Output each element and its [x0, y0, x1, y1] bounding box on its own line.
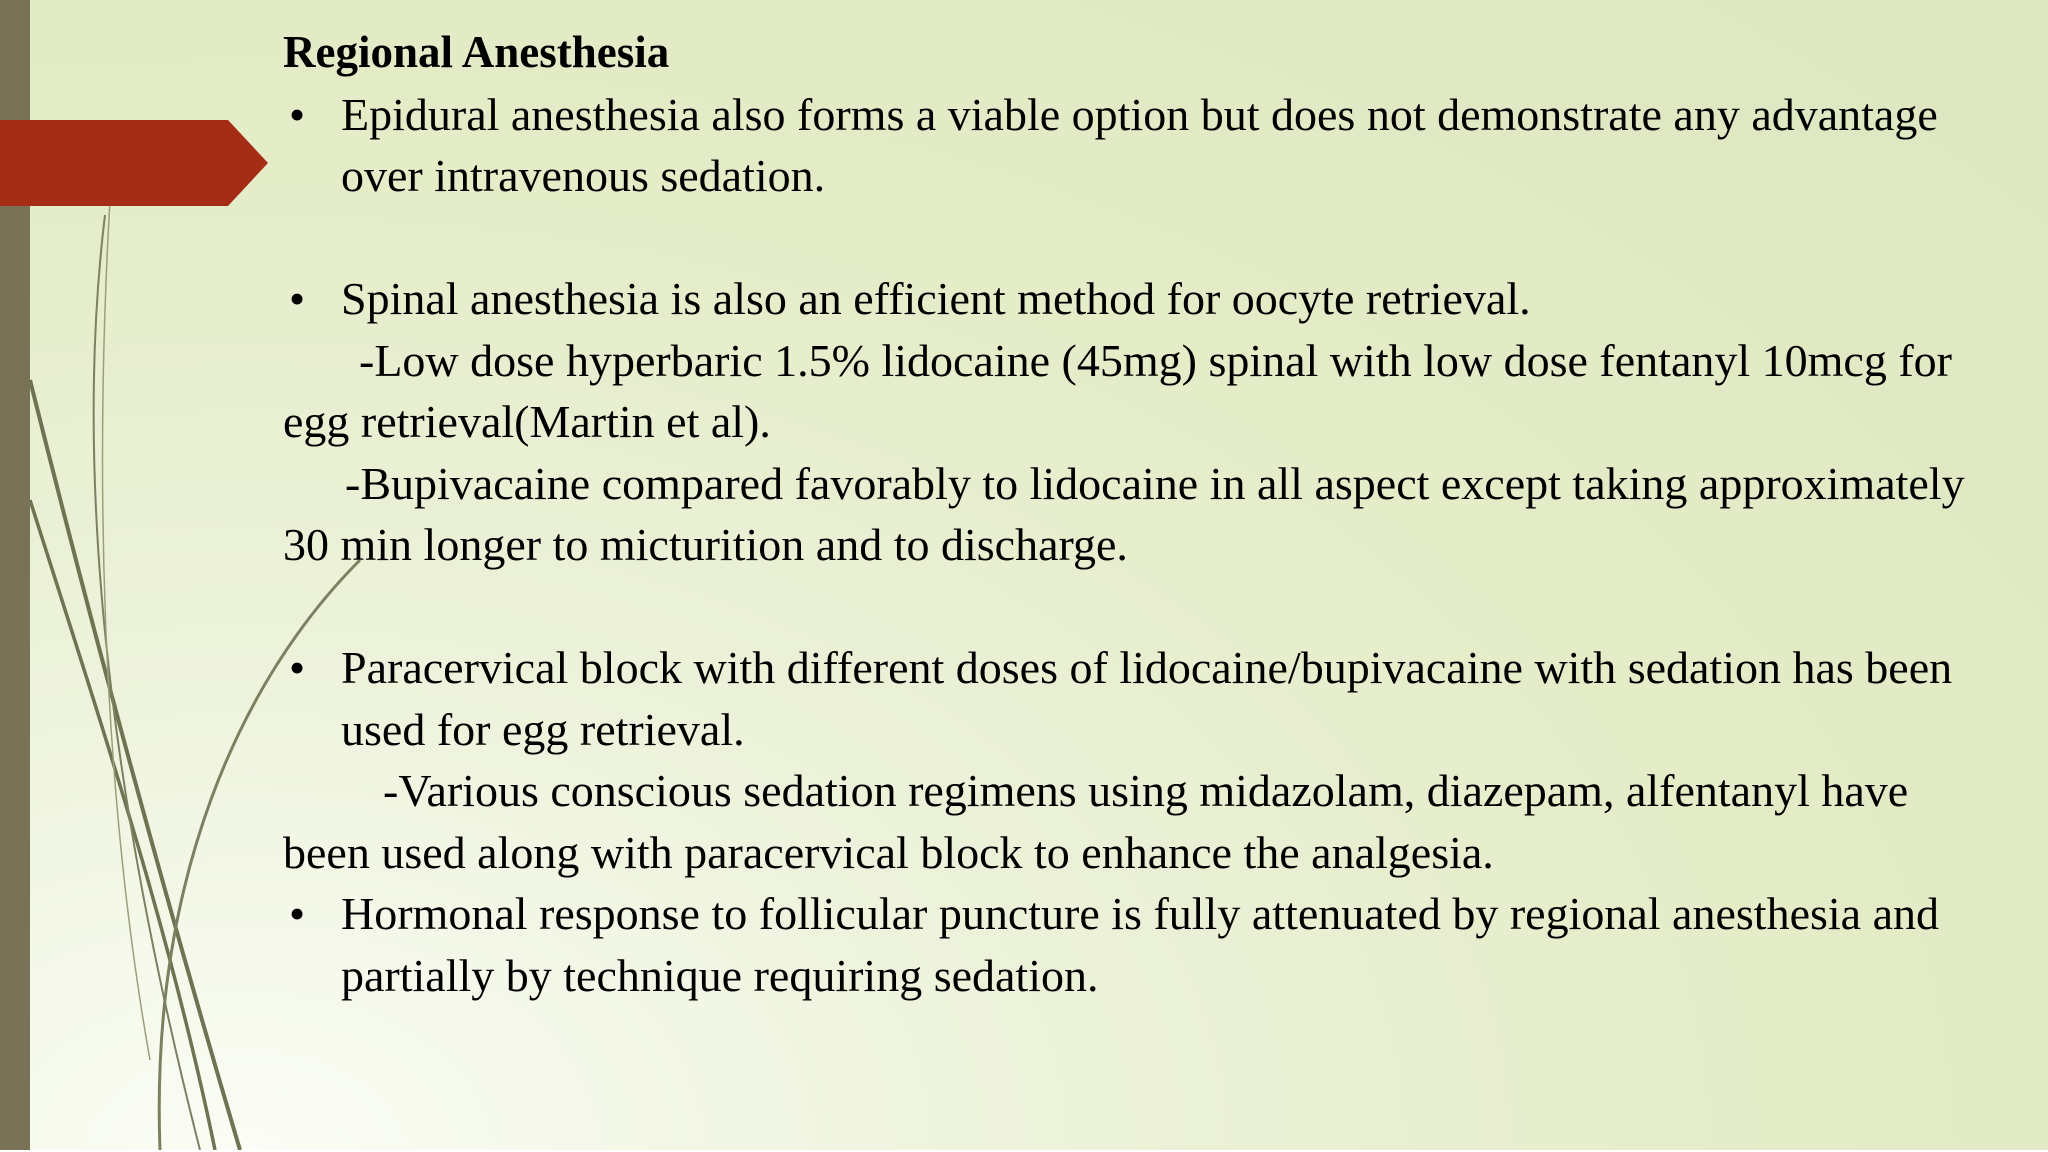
bullet-hormonal	[283, 883, 1983, 1006]
bullet-text: Paracervical block with different doses of lidocaine/bupivacaine with sedation has been used for egg retrieval.	[341, 642, 1953, 755]
bullet-dot: •	[289, 273, 306, 324]
slide-title: Regional Anesthesia	[283, 27, 670, 77]
bullet-paracervical	[283, 637, 1983, 760]
bullet-epidural	[283, 84, 1983, 207]
slide-content	[283, 22, 1983, 1006]
spacer	[283, 207, 1983, 269]
bullet-dot: •	[289, 888, 306, 939]
bullet-text: Hormonal response to follicular puncture is fully attenuated by regional anesthesia and partially by technique requiring sedation.	[341, 888, 1940, 1001]
sub-item-bupivacaine: -Bupivacaine compared favorably to lidocaine in all aspect except taking approximately 30 min longer to micturition and to discharge.	[283, 457, 1965, 570]
bullet-text: Epidural anesthesia also forms a viable option but does not demonstrate any advantage over intravenous sedation.	[341, 88, 1938, 201]
bullet-text: Spinal anesthesia is also an efficient method for oocyte retrieval.	[341, 273, 1531, 324]
red-arrow-accent	[0, 120, 270, 206]
curve-5	[103, 200, 150, 1060]
bullet-dot: •	[289, 642, 306, 693]
bullet-dot: •	[289, 88, 306, 140]
sub-item-lidocaine: -Low dose hyperbaric 1.5% lidocaine (45mg) spinal with low dose fentanyl 10mcg for egg retrieval(Martin et al).	[283, 334, 1952, 447]
spacer	[283, 576, 1983, 638]
sub-item-sedation-regimens: -Various conscious sedation regimens using midazolam, diazepam, alfentanyl have been used along with paracervical block to enhance the analgesia.	[283, 765, 1909, 878]
bullet-spinal	[283, 268, 1983, 330]
curve-1	[30, 380, 240, 1150]
curve-2	[30, 500, 215, 1150]
